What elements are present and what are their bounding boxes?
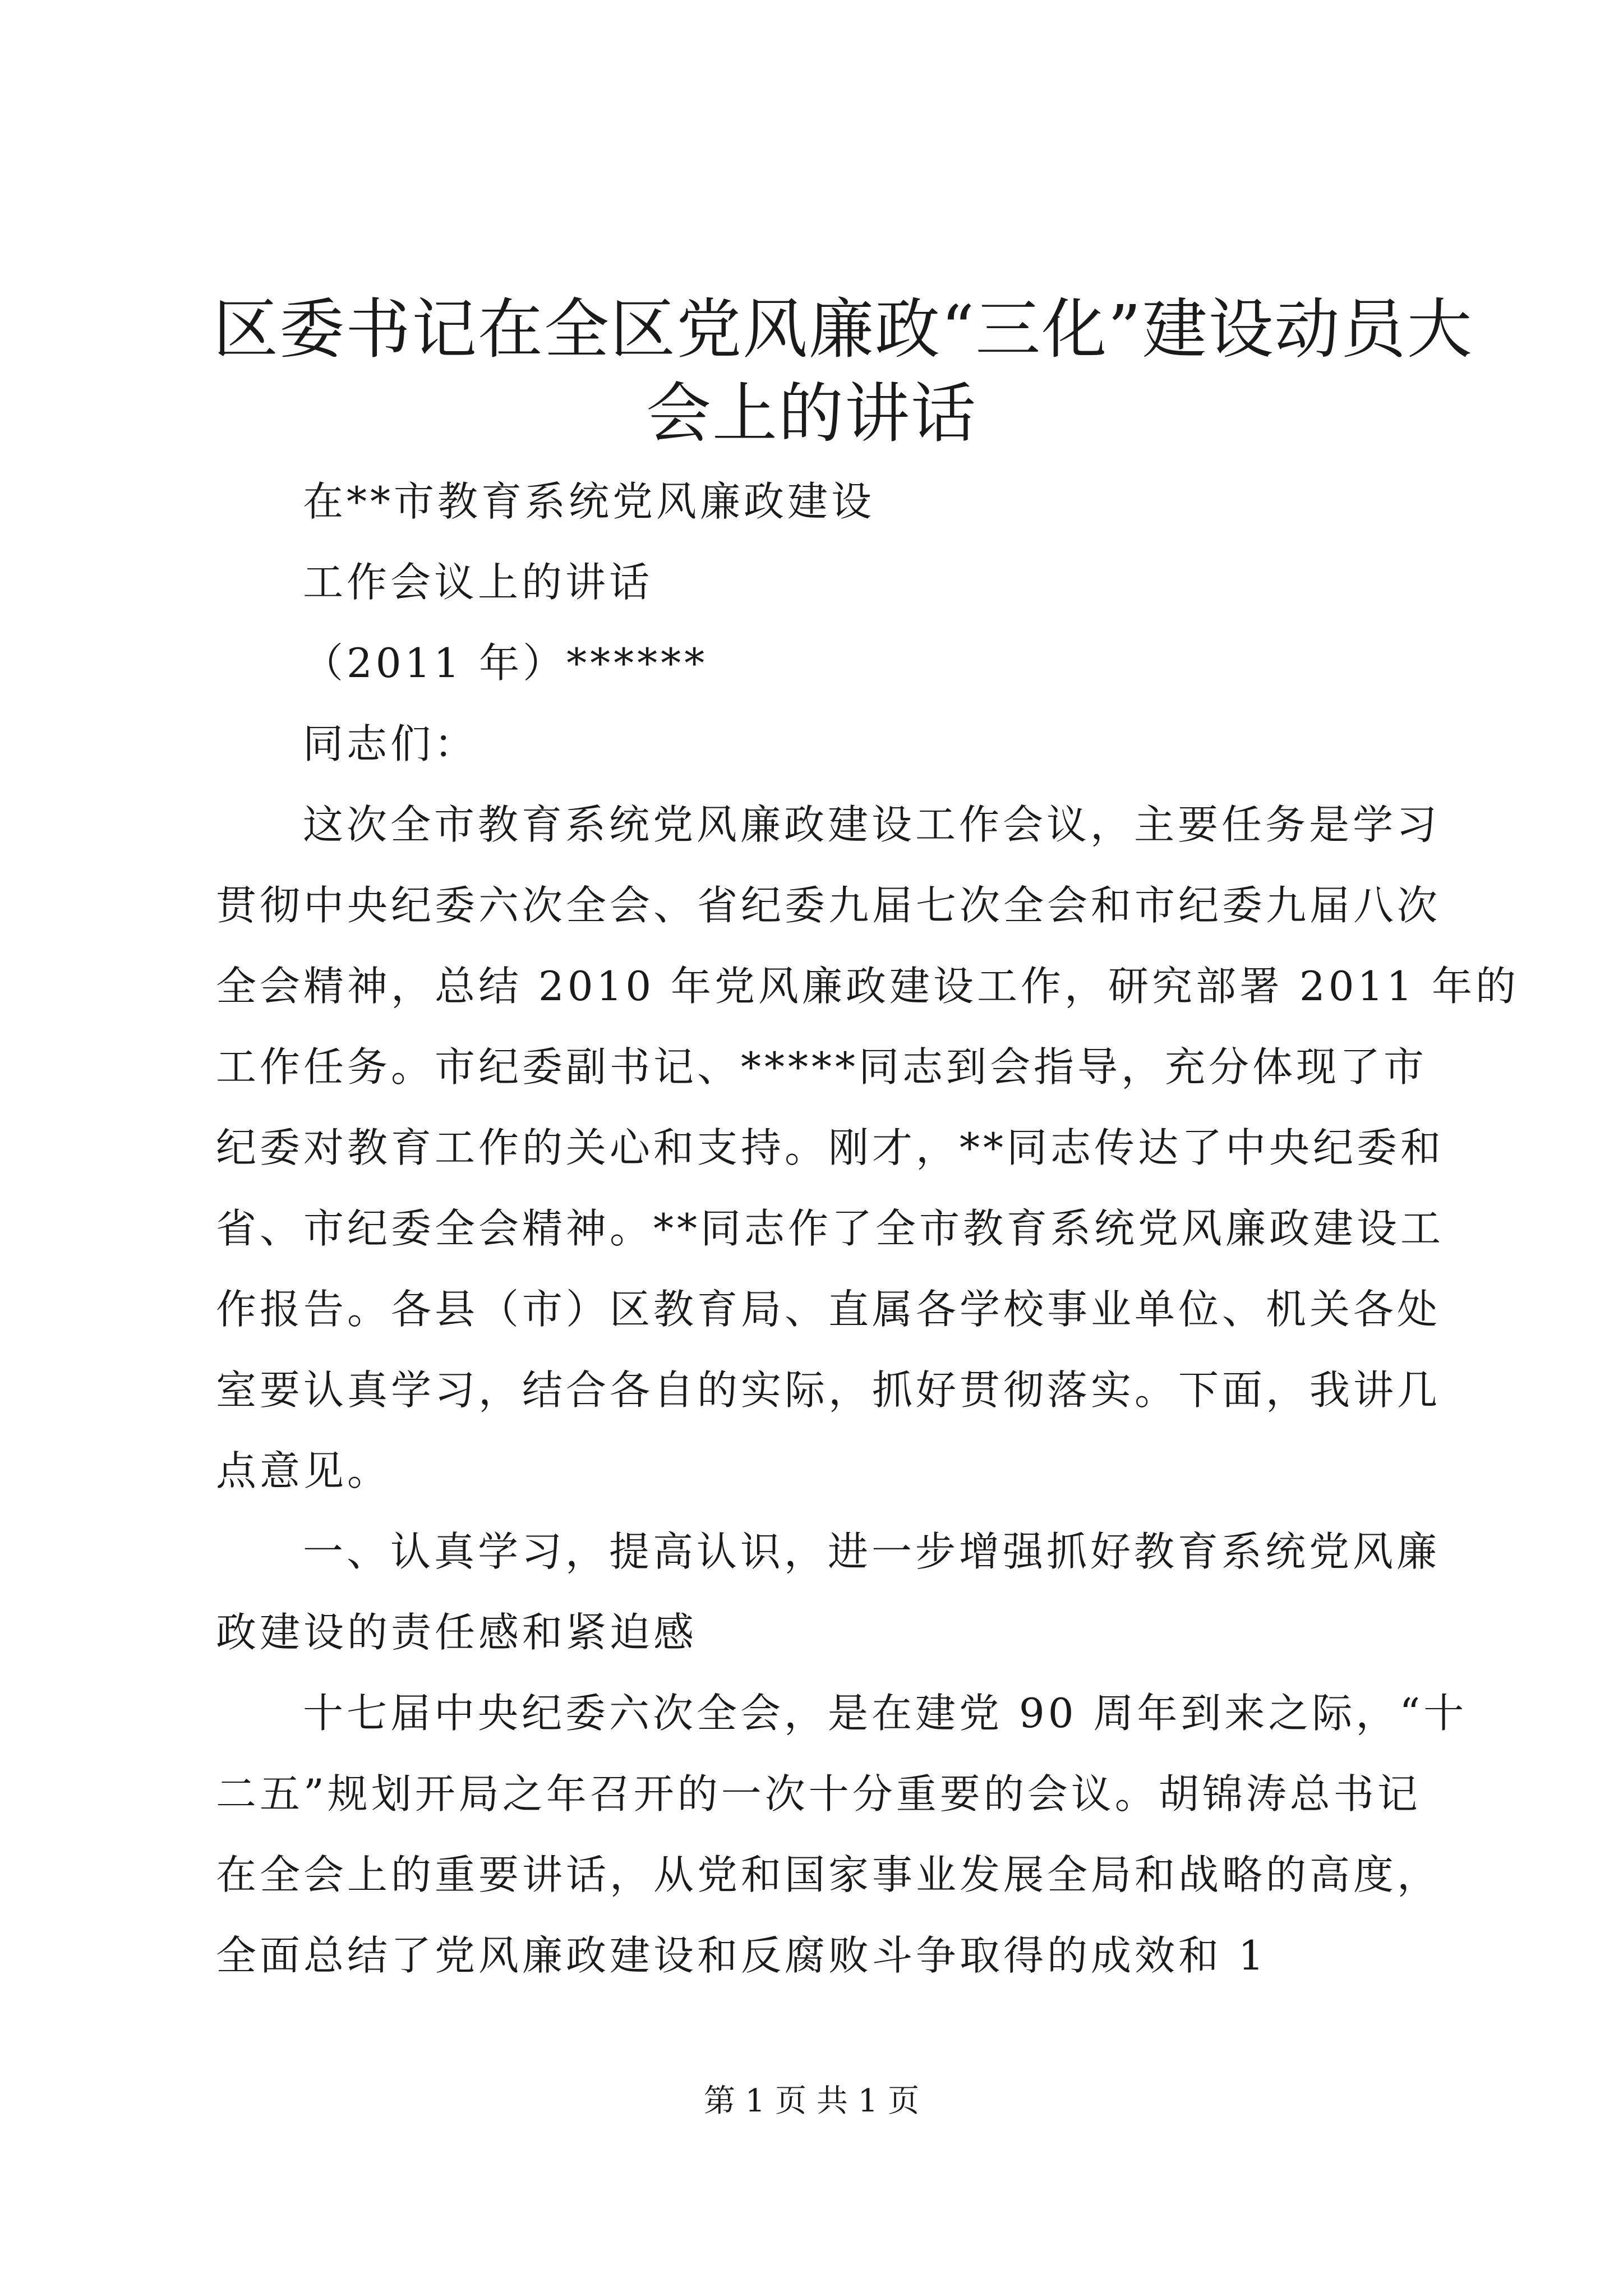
body-line: 工作任务。市纪委副书记、*****同志到会指导，充分体现了市 xyxy=(216,1043,1428,1091)
body-line: 作报告。各县（市）区教育局、直属各学校事业单位、机关各处 xyxy=(216,1286,1441,1333)
body-line: 贯彻中央纪委六次全会、省纪委九届七次全会和市纪委九届八次 xyxy=(216,882,1441,929)
date-author-line: （2011 年）****** xyxy=(303,639,708,687)
body-line: 二五”规划开局之年召开的一次十分重要的会议。胡锦涛总书记 xyxy=(216,1770,1421,1818)
section-heading-line: 一、认真学习，提高认识，进一步增强抓好教育系统党风廉 xyxy=(303,1528,1441,1575)
body-line: 在全会上的重要讲话，从党和国家事业发展全局和战略的高度， xyxy=(216,1851,1441,1898)
section-heading-line: 政建设的责任感和紧迫感 xyxy=(216,1609,698,1656)
body-line: 这次全市教育系统党风廉政建设工作会议，主要任务是学习 xyxy=(303,801,1441,848)
document-title-line-2: 会上的讲话 xyxy=(646,376,977,452)
body-line: 省、市纪委全会精神。**同志作了全市教育系统党风廉政建设工 xyxy=(216,1205,1445,1252)
subtitle-line-1: 在**市教育系统党风廉政建设 xyxy=(303,478,875,525)
body-line: 全面总结了党风廉政建设和反腐败斗争取得的成效和 1 xyxy=(216,1932,1267,1979)
subtitle-line-2: 工作会议上的讲话 xyxy=(303,559,653,606)
page-footer: 第 1 页 共 1 页 xyxy=(703,2083,920,2119)
body-line: 纪委对教育工作的关心和支持。刚才，**同志传达了中央纪委和 xyxy=(216,1124,1445,1171)
salutation: 同志们： xyxy=(303,720,478,767)
body-line: 十七届中央纪委六次全会，是在建党 90 周年到来之际，“十 xyxy=(303,1690,1468,1737)
document-title-line-1: 区委书记在全区党风廉政“三化”建设动员大 xyxy=(213,292,1473,367)
body-line: 点意见。 xyxy=(216,1447,391,1494)
body-line: 全会精神，总结 2010 年党风廉政建设工作，研究部署 2011 年的 xyxy=(216,963,1520,1010)
body-line: 室要认真学习，结合各自的实际，抓好贯彻落实。下面，我讲几 xyxy=(216,1366,1441,1414)
